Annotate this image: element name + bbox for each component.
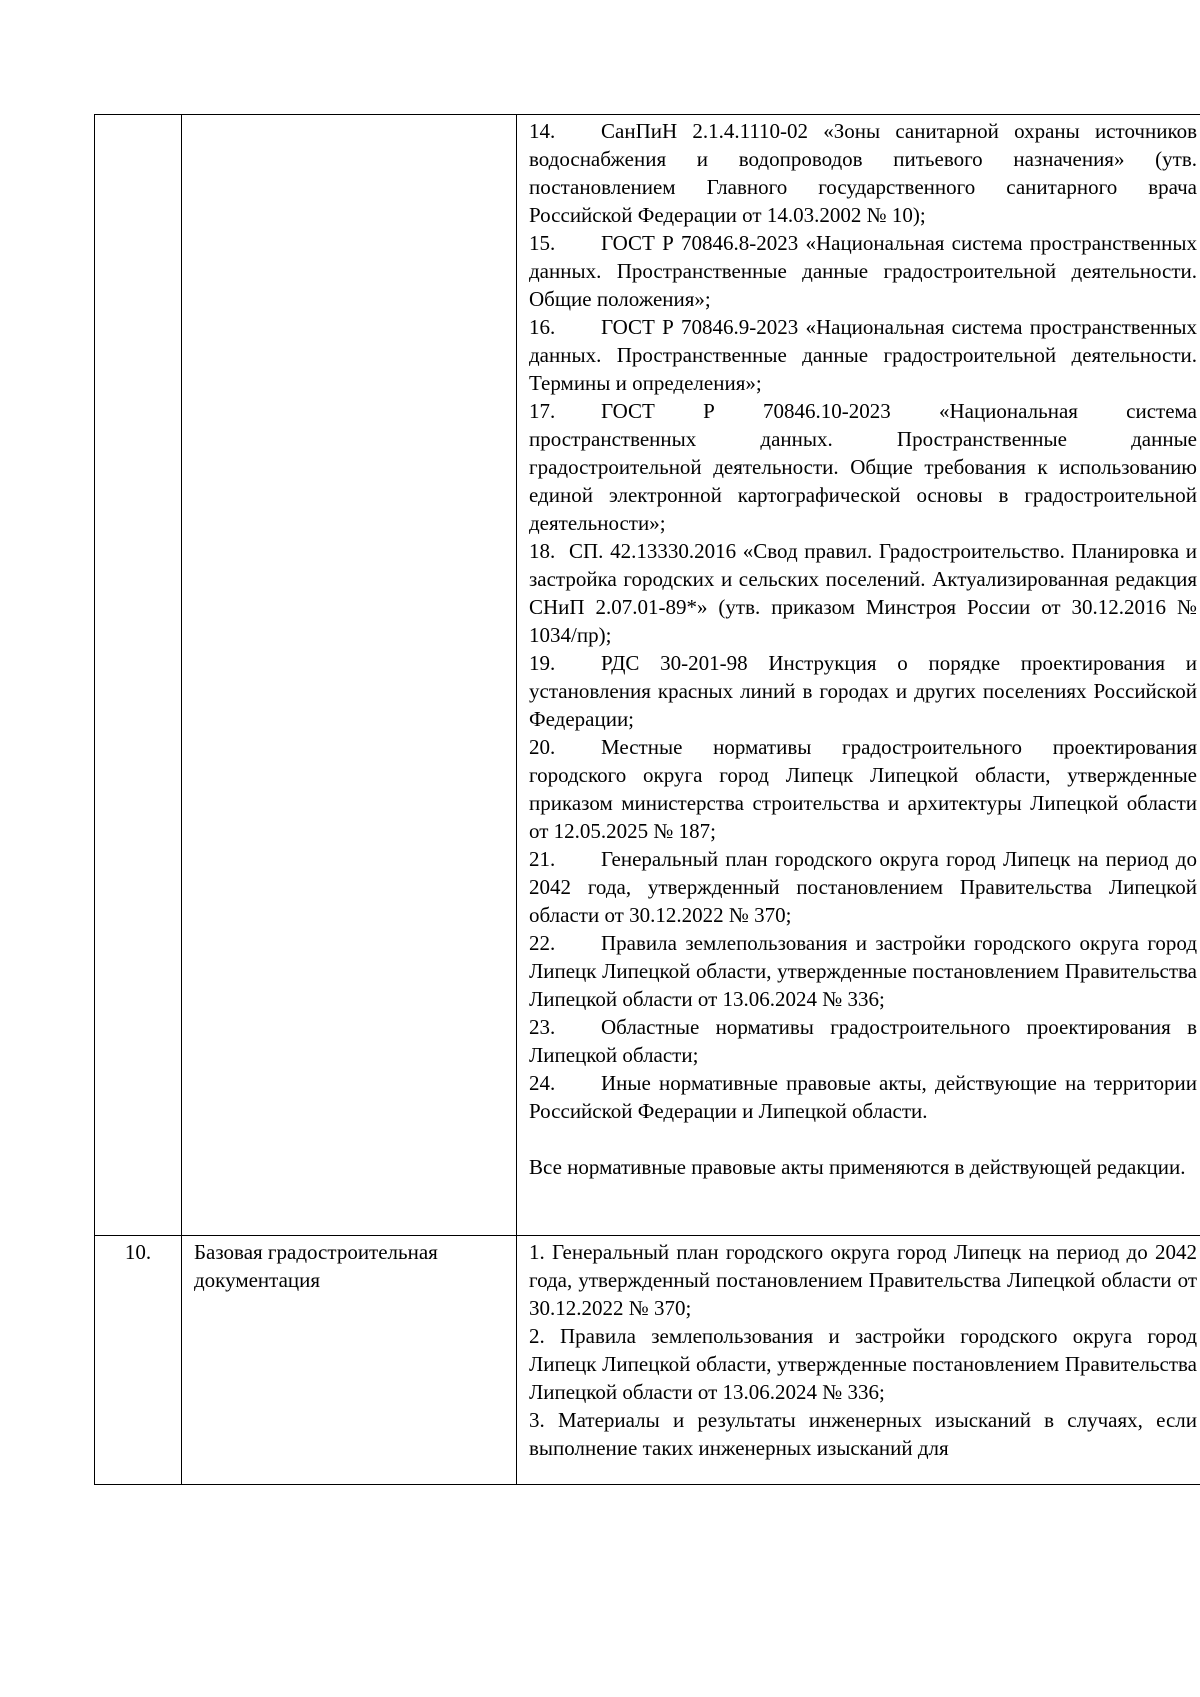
item-text: ГОСТ Р 70846.10-2023 «Национальная система пространственных данных. Пространственные данные градостроительной деятельности. Общие требования к использованию единой электронной картографической основы в градостроительной деятельности»;: [529, 399, 1197, 535]
list-item: [529, 649, 1197, 733]
list-item: [529, 1013, 1197, 1069]
list-item: [529, 845, 1197, 929]
item-text: СП. 42.13330.2016 «Свод правил. Градостроительство. Планировка и застройка городских и сельских поселений. Актуализированная редакция СНиП 2.07.01-89*» (утв. приказом Минстроя России от 30.12.2016 № 1034/пр);: [529, 539, 1197, 647]
editions-note: Все нормативные правовые акты применяются в действующей редакции.: [529, 1155, 1186, 1179]
list-item: 1. Генеральный план городского округа город Липецк на период до 2042 года, утвержденный постановлением Правительства Липецкой области от 30.12.2022 № 370;: [529, 1240, 1197, 1320]
item-number: 23.: [529, 1015, 556, 1039]
item-number: 18.: [529, 539, 556, 563]
item-number: 22.: [529, 931, 556, 955]
item-number: 16.: [529, 315, 556, 339]
item-number: 19.: [529, 651, 556, 675]
list-item: [529, 117, 1197, 229]
item-text: Областные нормативы градостроительного проектирования в Липецкой области;: [529, 1015, 1197, 1067]
item-number: 15.: [529, 231, 556, 255]
item-number: 24.: [529, 1071, 556, 1095]
item-number: 14.: [529, 119, 556, 143]
item-text: Иные нормативные правовые акты, действующие на территории Российской Федерации и Липецкой области.: [529, 1071, 1197, 1123]
row-number-cell: [95, 115, 182, 1236]
row-number-cell: 10.: [95, 1236, 182, 1485]
list-item: [529, 537, 1197, 649]
item-text: Местные нормативы градостроительного проектирования городского округа город Липецк Липецкой области, утвержденные приказом министерства строительства и архитектуры Липецкой области от 12.05.2025 № 187;: [529, 735, 1197, 843]
item-text: СанПиН 2.1.4.1110-02 «Зоны санитарной охраны источников водоснабжения и водопроводов питьевого назначения» (утв. постановлением Главного государственного санитарного врача Российской Федерации от 14.03.2002 № 10);: [529, 119, 1197, 227]
list-item: 3. Материалы и результаты инженерных изысканий в случаях, если выполнение таких инженерных изысканий для: [529, 1408, 1197, 1460]
row-content-cell: [517, 115, 1200, 1236]
item-text: РДС 30-201-98 Инструкция о порядке проектирования и установления красных линий в городах и других поселениях Российской Федерации;: [529, 651, 1197, 731]
list-item: [529, 397, 1197, 537]
item-text: ГОСТ Р 70846.8-2023 «Национальная система пространственных данных. Пространственные данные градостроительной деятельности. Общие положения»;: [529, 231, 1197, 311]
row-name-cell: [182, 115, 517, 1236]
table-row: [95, 1236, 1200, 1485]
row-name-cell: Базовая градостроительная документация: [182, 1236, 517, 1485]
row-content-cell: [517, 1236, 1200, 1485]
list-item: [529, 1069, 1197, 1125]
item-number: 17.: [529, 399, 556, 423]
item-text: Генеральный план городского округа город Липецк на период до 2042 года, утвержденный постановлением Правительства Липецкой области от 30.12.2022 № 370;: [529, 847, 1197, 927]
list-item: [529, 929, 1197, 1013]
table-row: [95, 115, 1200, 1236]
list-item: [529, 313, 1197, 397]
item-number: 21.: [529, 847, 556, 871]
list-item: [529, 733, 1197, 845]
item-text: ГОСТ Р 70846.9-2023 «Национальная система пространственных данных. Пространственные данные градостроительной деятельности. Термины и определения»;: [529, 315, 1197, 395]
item-number: 20.: [529, 735, 556, 759]
requirements-table: [94, 114, 1200, 1485]
list-item: 2. Правила землепользования и застройки городского округа город Липецк Липецкой области, утвержденные постановлением Правительства Липецкой области от 13.06.2024 № 336;: [529, 1324, 1197, 1404]
item-text: Правила землепользования и застройки городского округа город Липецк Липецкой области, утвержденные постановлением Правительства Липецкой области от 13.06.2024 № 336;: [529, 931, 1197, 1011]
list-item: [529, 229, 1197, 313]
